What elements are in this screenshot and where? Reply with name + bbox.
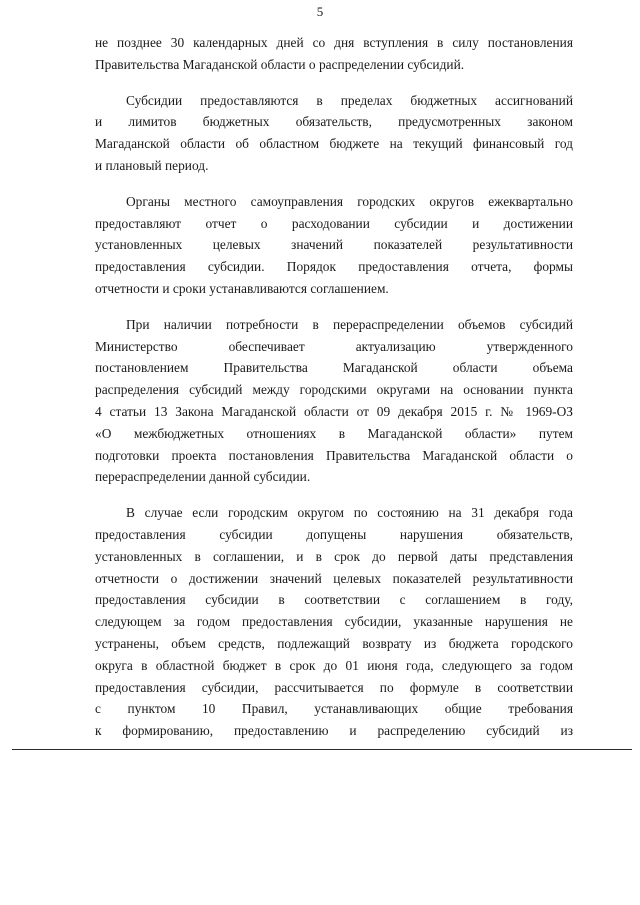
text-line: постановлением Правительства Магаданской области объема [95,360,573,376]
paragraph-5 [95,502,573,742]
text-line: предоставления субсидии в соответствии с соглашением в году, [95,592,573,608]
paragraph-1 [95,32,573,76]
text-line: и плановый период. [95,157,209,173]
text-line: устранены, объем средств, подлежащий возврату из бюджета городского [95,635,573,651]
text-line: округа в областной бюджет в срок до 01 июня года, следующего за годом [95,657,573,673]
text-line: перераспределении данной субсидии. [95,469,311,485]
paragraph-4 [95,314,573,488]
text-line: предоставления субсидии допущены нарушения обязательств, [95,526,573,542]
paragraph-3 [95,191,573,300]
text-line: Органы местного самоуправления городских округов ежеквартально [126,193,573,209]
text-line: «О межбюджетных отношениях в Магаданской области» путем [95,425,573,441]
text-line: отчетности о достижении значений целевых показателей результативности [95,570,573,586]
text-line: Субсидии предоставляются в пределах бюджетных ассигнований [126,92,573,108]
text-line: и лимитов бюджетных обязательств, предусмотренных законом [95,114,573,130]
text-line: подготовки проекта постановления Правительства Магаданской области о [95,447,573,463]
text-line: установленных целевых значений показателей результативности [95,237,573,253]
text-line: 4 статьи 13 Закона Магаданской области от 09 декабря 2015 г. № 1969-ОЗ [95,403,573,419]
document-body [95,32,573,742]
text-line: В случае если городским округом по состоянию на 31 декабря года [126,505,573,521]
text-line: предоставления субсидии, рассчитывается по формуле в соответствии [95,679,573,695]
text-line: установленных в соглашении, и в срок до первой даты представления [95,548,573,564]
text-line: Правительства Магаданской области о распределении субсидий. [95,56,465,72]
text-line: распределения субсидий между городскими округами на основании пункта [95,382,573,398]
text-line: При наличии потребности в перераспределении объемов субсидий [126,316,573,332]
text-line: предоставляют отчет о расходовании субсидии и достижении [95,215,573,231]
text-line: Магаданской области об областном бюджете на текущий финансовый год [95,136,573,152]
text-line: следующем за годом предоставления субсидии, указанные нарушения не [95,614,573,630]
text-line: к формированию, предоставлению и распределению субсидий из [95,723,573,739]
text-line: с пунктом 10 Правил, устанавливающих общие требования [95,701,573,717]
paragraph-2 [95,90,573,177]
text-line: предоставления субсидии. Порядок предоставления отчета, формы [95,259,573,275]
text-line: отчетности и сроки устанавливаются соглашением. [95,280,389,296]
page-divider-line [12,749,632,750]
text-line: не позднее 30 календарных дней со дня вступления в силу постановления [95,35,573,50]
text-line: Министерство обеспечивает актуализацию утвержденного [95,338,573,354]
page-number: 5 [316,4,324,19]
